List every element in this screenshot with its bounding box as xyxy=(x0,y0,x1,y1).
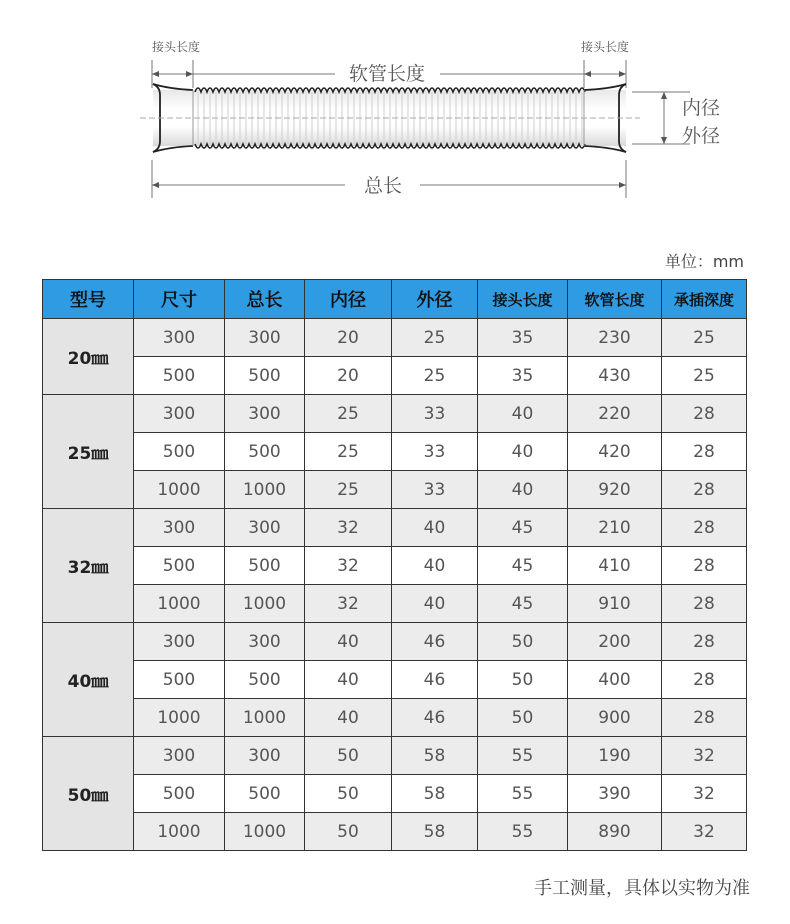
table-cell: 220 xyxy=(568,395,662,433)
table-cell: 25 xyxy=(392,319,478,357)
table-cell: 500 xyxy=(134,547,225,585)
table-cell: 300 xyxy=(225,319,305,357)
table-cell: 25 xyxy=(305,433,392,471)
table-row xyxy=(43,737,747,775)
table-cell: 300 xyxy=(134,319,225,357)
table-cell: 500 xyxy=(134,433,225,471)
table-row xyxy=(43,775,747,813)
table-cell: 55 xyxy=(478,813,568,851)
table-cell: 300 xyxy=(134,737,225,775)
table-cell: 40 xyxy=(478,471,568,509)
table-cell: 40 xyxy=(305,623,392,661)
table-cell: 500 xyxy=(134,357,225,395)
table-cell: 190 xyxy=(568,737,662,775)
table-cell: 300 xyxy=(225,737,305,775)
table-row xyxy=(43,547,747,585)
table-header-row xyxy=(43,280,747,319)
joint-dimension-left xyxy=(152,60,193,88)
table-cell: 32 xyxy=(662,775,747,813)
column-header: 总长 xyxy=(225,280,305,319)
table-row xyxy=(43,357,747,395)
hose-illustration xyxy=(140,84,640,152)
model-cell: 32㎜ xyxy=(43,509,134,623)
table-cell: 50 xyxy=(305,813,392,851)
table-cell: 20 xyxy=(305,357,392,395)
table-cell: 500 xyxy=(134,661,225,699)
table-cell: 1000 xyxy=(225,699,305,737)
model-cell: 20㎜ xyxy=(43,319,134,395)
table-cell: 900 xyxy=(568,699,662,737)
column-header: 外径 xyxy=(392,280,478,319)
table-row xyxy=(43,395,747,433)
table-row xyxy=(43,623,747,661)
table-cell: 33 xyxy=(392,433,478,471)
table-cell: 40 xyxy=(392,509,478,547)
table-cell: 28 xyxy=(662,433,747,471)
table-cell: 1000 xyxy=(225,471,305,509)
table-cell: 1000 xyxy=(225,813,305,851)
table-cell: 300 xyxy=(134,509,225,547)
table-cell: 33 xyxy=(392,395,478,433)
table-cell: 300 xyxy=(134,395,225,433)
measurement-note: 手工测量，具体以实物为准 xyxy=(534,878,750,899)
table-cell: 500 xyxy=(225,661,305,699)
table-cell: 40 xyxy=(478,433,568,471)
column-header: 尺寸 xyxy=(134,280,225,319)
table-cell: 28 xyxy=(662,471,747,509)
table-cell: 58 xyxy=(392,813,478,851)
table-cell: 35 xyxy=(478,319,568,357)
joint-length-label-left: 接头长度 xyxy=(151,40,201,54)
table-cell: 58 xyxy=(392,737,478,775)
table-cell: 35 xyxy=(478,357,568,395)
table-cell: 46 xyxy=(392,623,478,661)
table-cell: 430 xyxy=(568,357,662,395)
table-cell: 420 xyxy=(568,433,662,471)
hose-dimension-diagram xyxy=(0,0,790,215)
table-cell: 25 xyxy=(662,319,747,357)
inner-diameter-label: 内径 xyxy=(682,97,721,119)
table-cell: 410 xyxy=(568,547,662,585)
table-cell: 55 xyxy=(478,737,568,775)
table-cell: 390 xyxy=(568,775,662,813)
joint-length-label-right: 接头长度 xyxy=(580,40,630,54)
table-row xyxy=(43,471,747,509)
total-length-label: 总长 xyxy=(363,175,403,197)
table-cell: 45 xyxy=(478,585,568,623)
table-cell: 20 xyxy=(305,319,392,357)
column-header: 内径 xyxy=(305,280,392,319)
model-cell: 40㎜ xyxy=(43,623,134,737)
table-row xyxy=(43,319,747,357)
table-cell: 300 xyxy=(225,395,305,433)
outer-diameter-label: 外径 xyxy=(682,125,721,147)
table-cell: 28 xyxy=(662,699,747,737)
table-cell: 45 xyxy=(478,547,568,585)
table-cell: 300 xyxy=(225,623,305,661)
table-cell: 1000 xyxy=(225,585,305,623)
table-cell: 300 xyxy=(225,509,305,547)
table-cell: 46 xyxy=(392,699,478,737)
table-cell: 28 xyxy=(662,509,747,547)
table-cell: 28 xyxy=(662,623,747,661)
table-cell: 500 xyxy=(225,433,305,471)
table-row xyxy=(43,585,747,623)
table-cell: 50 xyxy=(478,661,568,699)
joint-dimension-right xyxy=(584,60,626,88)
table-cell: 500 xyxy=(134,775,225,813)
table-row xyxy=(43,509,747,547)
column-header: 接头长度 xyxy=(478,280,568,319)
table-cell: 25 xyxy=(662,357,747,395)
table-cell: 32 xyxy=(305,509,392,547)
table-cell: 1000 xyxy=(134,471,225,509)
table-cell: 25 xyxy=(305,471,392,509)
table-cell: 46 xyxy=(392,661,478,699)
table-cell: 230 xyxy=(568,319,662,357)
table-cell: 25 xyxy=(392,357,478,395)
hose-length-label: 软管长度 xyxy=(348,63,426,85)
table-row xyxy=(43,661,747,699)
model-cell: 25㎜ xyxy=(43,395,134,509)
table-cell: 40 xyxy=(305,661,392,699)
unit-label: 单位：mm xyxy=(664,252,744,271)
table-cell: 28 xyxy=(662,547,747,585)
table-row xyxy=(43,699,747,737)
table-cell: 920 xyxy=(568,471,662,509)
table-cell: 500 xyxy=(225,357,305,395)
table-cell: 40 xyxy=(478,395,568,433)
table-cell: 890 xyxy=(568,813,662,851)
table-cell: 28 xyxy=(662,395,747,433)
table-cell: 32 xyxy=(662,813,747,851)
table-cell: 33 xyxy=(392,471,478,509)
table-cell: 910 xyxy=(568,585,662,623)
table-cell: 40 xyxy=(392,547,478,585)
table-cell: 210 xyxy=(568,509,662,547)
table-cell: 500 xyxy=(225,775,305,813)
table-cell: 40 xyxy=(392,585,478,623)
spec-table xyxy=(42,279,747,851)
table-cell: 300 xyxy=(134,623,225,661)
table-cell: 1000 xyxy=(134,585,225,623)
column-header: 软管长度 xyxy=(568,280,662,319)
table-cell: 50 xyxy=(305,737,392,775)
table-cell: 40 xyxy=(305,699,392,737)
table-cell: 500 xyxy=(225,547,305,585)
table-cell: 50 xyxy=(478,623,568,661)
column-header: 承插深度 xyxy=(662,280,747,319)
table-row xyxy=(43,813,747,851)
table-cell: 32 xyxy=(305,547,392,585)
table-cell: 32 xyxy=(662,737,747,775)
table-cell: 50 xyxy=(305,775,392,813)
table-cell: 28 xyxy=(662,585,747,623)
table-cell: 50 xyxy=(478,699,568,737)
table-cell: 45 xyxy=(478,509,568,547)
table-cell: 400 xyxy=(568,661,662,699)
table-cell: 32 xyxy=(305,585,392,623)
table-cell: 25 xyxy=(305,395,392,433)
table-cell: 28 xyxy=(662,661,747,699)
table-row xyxy=(43,433,747,471)
table-cell: 58 xyxy=(392,775,478,813)
table-cell: 200 xyxy=(568,623,662,661)
column-header: 型号 xyxy=(43,280,134,319)
table-cell: 1000 xyxy=(134,813,225,851)
model-cell: 50㎜ xyxy=(43,737,134,851)
table-cell: 55 xyxy=(478,775,568,813)
table-cell: 1000 xyxy=(134,699,225,737)
